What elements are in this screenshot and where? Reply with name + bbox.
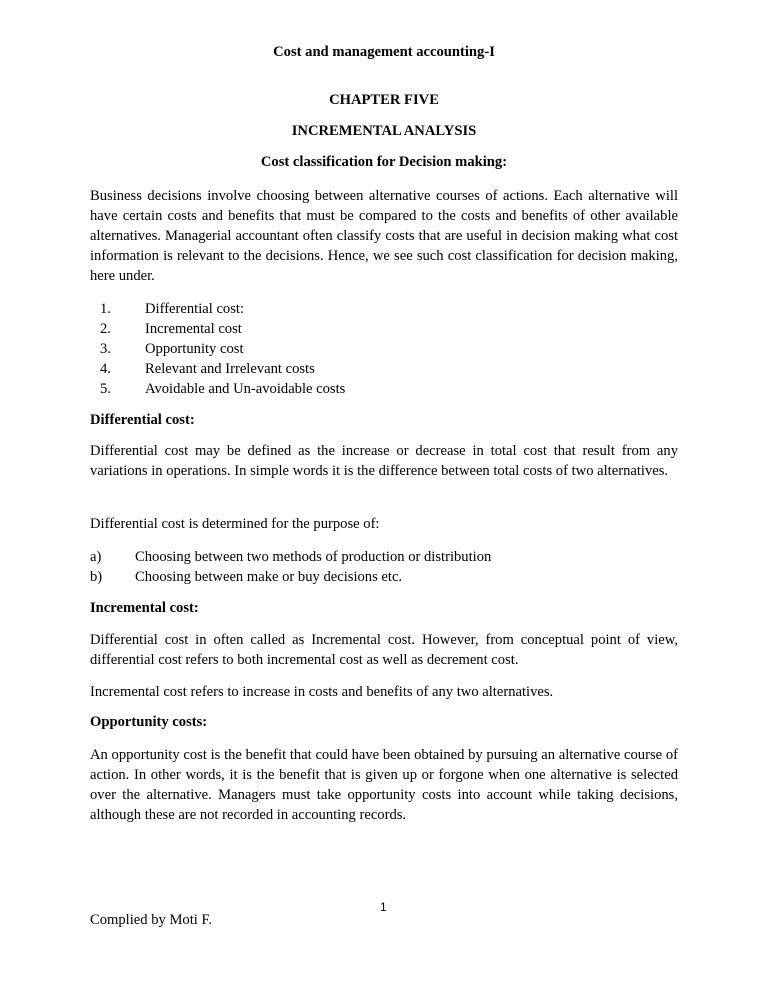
- section-title: Cost classification for Decision making:: [260, 154, 508, 170]
- incremental-paragraph-2: Incremental cost refers to increase in costs and benefits of any two alternatives.: [90, 684, 554, 700]
- list-item: [100, 319, 660, 339]
- list-marker: 1.: [100, 301, 111, 317]
- differential-heading: Differential cost:: [90, 412, 195, 428]
- footer-author: Complied by Moti F.: [90, 912, 213, 928]
- list-marker: 5.: [100, 381, 111, 397]
- classification-list: [100, 299, 660, 399]
- list-item-text: Choosing between make or buy decisions etc.: [135, 569, 403, 585]
- opportunity-paragraph: An opportunity cost is the benefit that could have been obtained by pursuing an alternative course of action. In other words, it is the benefit that is given up or forgone when one alternative is selected over the alternative. Managers must take opportunity costs into account while taking decisions, although these are not recorded in accounting records.: [90, 747, 678, 823]
- list-marker: 2.: [100, 321, 111, 337]
- list-item-text: Relevant and Irrelevant costs: [145, 361, 315, 377]
- list-marker: 3.: [100, 341, 111, 357]
- list-marker: a): [90, 549, 102, 565]
- list-marker: 4.: [100, 361, 111, 377]
- list-item: [100, 379, 660, 399]
- chapter-label: CHAPTER FIVE: [329, 92, 439, 108]
- list-item: [100, 359, 660, 379]
- page-number: 1: [380, 900, 387, 914]
- list-item: [100, 339, 660, 359]
- chapter-title: INCREMENTAL ANALYSIS: [291, 123, 477, 139]
- incremental-heading: Incremental cost:: [90, 600, 199, 616]
- differential-definition: Differential cost may be defined as the increase or decrease in total cost that result from any variations in operations. In simple words it is the difference between total costs of two alternatives.: [90, 443, 678, 479]
- list-item: [90, 547, 678, 567]
- list-item: [90, 567, 678, 587]
- list-item: [100, 299, 660, 319]
- list-item-text: Differential cost:: [145, 301, 245, 317]
- differential-purpose-intro: Differential cost is determined for the purpose of:: [90, 516, 380, 532]
- opportunity-heading: Opportunity costs:: [90, 714, 208, 730]
- running-header: Cost and management accounting-I: [273, 44, 495, 60]
- list-item-text: Incremental cost: [145, 321, 242, 337]
- list-item-text: Choosing between two methods of production or distribution: [135, 549, 492, 565]
- list-item-text: Avoidable and Un-avoidable costs: [145, 381, 346, 397]
- incremental-paragraph-1: Differential cost in often called as Incremental cost. However, from conceptual point of view, differential cost refers to both incremental cost as well as decrement cost.: [90, 632, 678, 668]
- intro-paragraph: Business decisions involve choosing between alternative courses of actions. Each alternative will have certain costs and benefits that must be compared to the costs and benefits of other available alternatives. Managerial accountant often classify costs that are useful in decision making what cost information is relevant to the decisions. Hence, we see such cost classification for decision making, here under.: [90, 188, 678, 284]
- list-item-text: Opportunity cost: [145, 341, 244, 357]
- list-marker: b): [90, 569, 103, 585]
- differential-purpose-list: [90, 547, 678, 587]
